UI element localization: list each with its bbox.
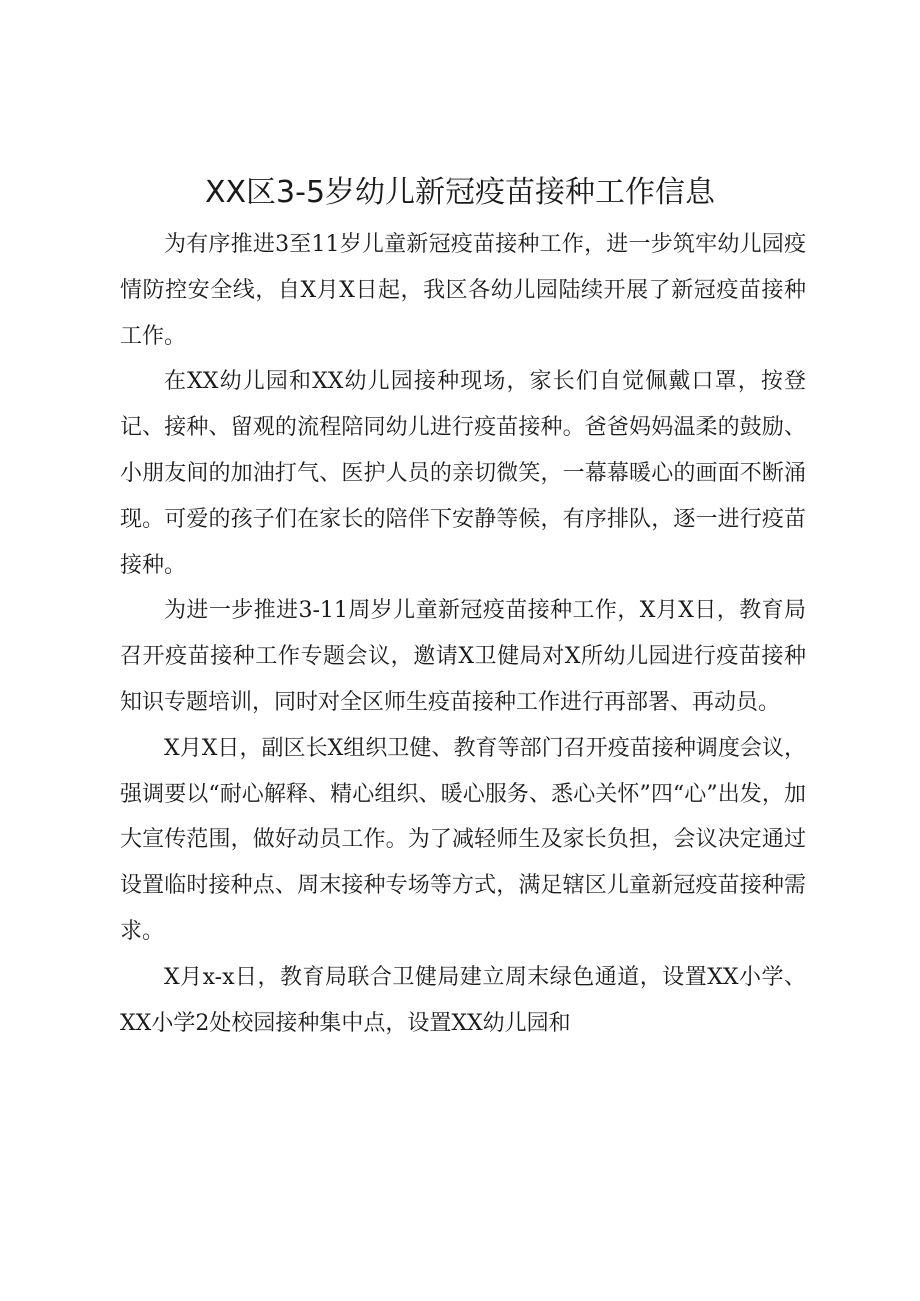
document-body — [120, 222, 806, 1046]
paragraph: 为进一步推进3-11周岁儿童新冠疫苗接种工作，X月X日，教育局召开疫苗接种工作专题会议，邀请X卫健局对X所幼儿园进行疫苗接种知识专题培训，同时对全区师生疫苗接种工作进行再部署、再动员。 — [120, 598, 806, 715]
paragraph: X月X日，副区长X组织卫健、教育等部门召开疫苗接种调度会议，强调要以“耐心解释、精心组织、暖心服务、悉心关怀”四“心”出发，加大宣传范围，做好动员工作。为了减轻师生及家长负担，会议决定通过设置临时接种点、周末接种专场等方式，满足辖区儿童新冠疫苗接种需求。 — [120, 735, 806, 944]
document-title: XX区3-5岁幼儿新冠疫苗接种工作信息 — [204, 175, 716, 210]
paragraph: 在XX幼儿园和XX幼儿园接种现场，家长们自觉佩戴口罩，按登记、接种、留观的流程陪同幼儿进行疫苗接种。爸爸妈妈温柔的鼓励、小朋友间的加油打气、医护人员的亲切微笑，一幕幕暖心的画面不断涌现。可爱的孩子们在家长的陪伴下安静等候，有序排队，逐一进行疫苗接种。 — [120, 369, 806, 578]
paragraph: 为有序推进3至11岁儿童新冠疫苗接种工作，进一步筑牢幼儿园疫情防控安全线，自X月X日起，我区各幼儿园陆续开展了新冠疫苗接种工作。 — [120, 232, 806, 349]
paragraph: X月x-x日，教育局联合卫健局建立周末绿色通道，设置XX小学、XX小学2处校园接种集中点，设置XX幼儿园和 — [120, 964, 806, 1036]
